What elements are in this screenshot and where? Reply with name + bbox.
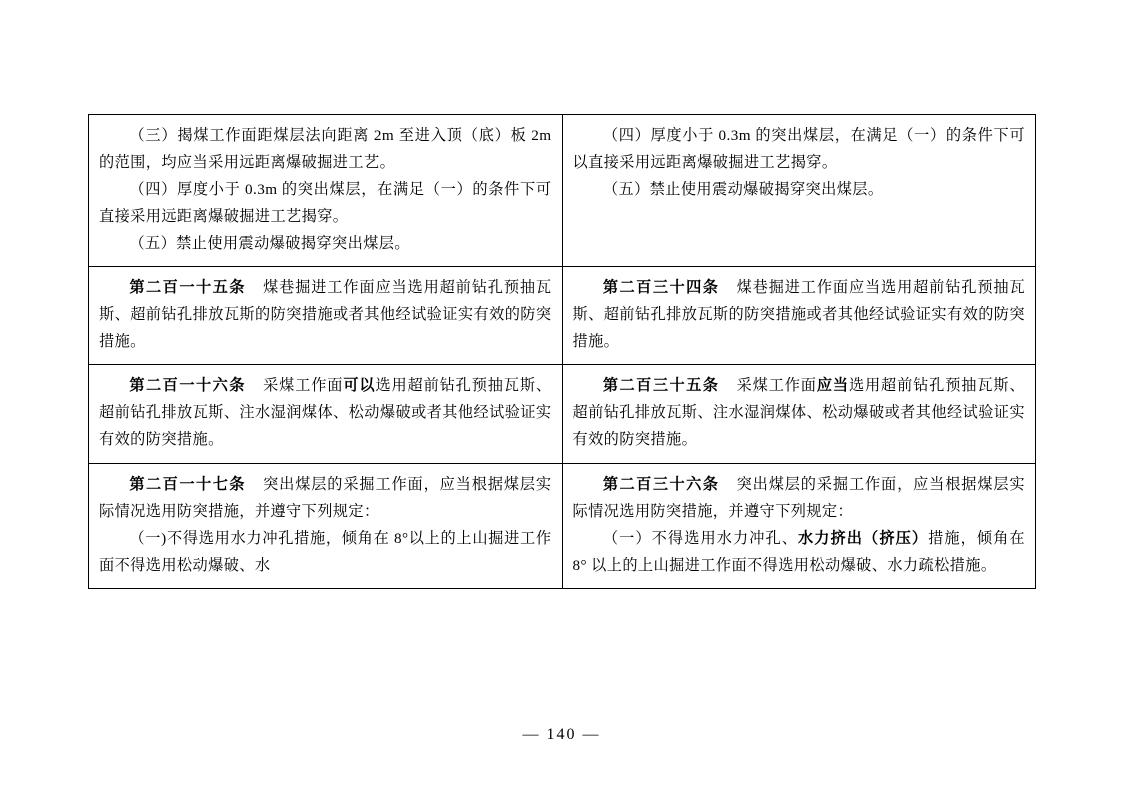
article-body: 突出煤层的采掘工作面，应当根据煤层实际情况选用防突措施，并遵守下列规定： bbox=[572, 475, 1026, 520]
paragraph bbox=[573, 372, 1026, 453]
list-item-part1: （一）不得选用水力冲孔、 bbox=[602, 529, 799, 547]
article-body-part2: 选用超前钻孔预抽瓦斯、超前钻孔排放瓦斯、注水湿润煤体、松动爆破或者其他经试验证实有效的防突措施。 bbox=[572, 377, 1025, 449]
table-cell-right bbox=[562, 463, 1036, 588]
article-body: 突出煤层的采掘工作面，应当根据煤层实际情况选用防突措施，并遵守下列规定： bbox=[99, 475, 552, 520]
table-cell-left bbox=[89, 115, 563, 267]
article-title: 第二百三十五条 bbox=[602, 377, 720, 395]
article-body-part2: 选用超前钻孔预抽瓦斯、超前钻孔排放瓦斯、注水湿润煤体、松动爆破或者其他经试验证实有效的防突措施。 bbox=[99, 377, 552, 449]
table-row bbox=[89, 267, 1036, 365]
emphasis-text: 应当 bbox=[816, 377, 849, 395]
page-number: — 140 — bbox=[522, 726, 601, 743]
paragraph: （四）厚度小于 0.3m 的突出煤层，在满足（一）的条件下可以直接采用远距离爆破掘进工艺揭穿。 bbox=[572, 127, 1025, 172]
table-row bbox=[89, 365, 1036, 463]
table-cell-left bbox=[89, 267, 563, 365]
emphasis-text: 可以 bbox=[343, 377, 376, 395]
paragraph bbox=[99, 471, 552, 525]
table-row bbox=[89, 463, 1036, 588]
table-cell-right bbox=[562, 365, 1036, 463]
article-title: 第二百一十六条 bbox=[129, 377, 246, 395]
list-item: （一)不得选用水力冲孔措施，倾角在 8°以上的上山掘进工作面不得选用松动爆破、水 bbox=[99, 529, 552, 574]
paragraph bbox=[99, 372, 552, 453]
table-cell-right bbox=[562, 115, 1036, 267]
paragraph: （五）禁止使用震动爆破揭穿突出煤层。 bbox=[129, 235, 410, 253]
article-title: 第二百三十六条 bbox=[602, 475, 720, 493]
article-title: 第二百三十四条 bbox=[602, 279, 720, 297]
paragraph: （五）禁止使用震动爆破揭穿突出煤层。 bbox=[602, 181, 884, 199]
table-cell-left bbox=[89, 365, 563, 463]
list-item bbox=[573, 525, 1026, 579]
article-body: 煤巷掘进工作面应当选用超前钻孔预抽瓦斯、超前钻孔排放瓦斯的防突措施或者其他经试验证实有效的防突措施。 bbox=[99, 279, 552, 351]
table-cell-left bbox=[89, 463, 563, 588]
list-item-part2: 措施，倾角在 8° 以上的上山掘进工作面不得选用松动爆破、水力疏松措施。 bbox=[572, 529, 1025, 574]
table-cell-right bbox=[562, 267, 1036, 365]
comparison-table bbox=[88, 114, 1036, 589]
emphasis-text: 水力挤出（挤压） bbox=[798, 529, 929, 547]
paragraph bbox=[99, 274, 552, 355]
paragraph: （四）厚度小于 0.3m 的突出煤层，在满足（一）的条件下可直接采用远距离爆破掘进工艺揭穿。 bbox=[99, 181, 552, 226]
article-body-part1: 采煤工作面 bbox=[736, 377, 817, 395]
paragraph: （三）揭煤工作面距煤层法向距离 2m 至进入顶（底）板 2m 的范围，均应当采用远距离爆破掘进工艺。 bbox=[99, 127, 552, 172]
article-body: 煤巷掘进工作面应当选用超前钻孔预抽瓦斯、超前钻孔排放瓦斯的防突措施或者其他经试验证实有效的防突措施。 bbox=[572, 279, 1026, 351]
paragraph bbox=[573, 471, 1026, 525]
paragraph bbox=[573, 274, 1026, 355]
table-row bbox=[89, 115, 1036, 267]
article-title: 第二百一十七条 bbox=[129, 475, 246, 493]
article-title: 第二百一十五条 bbox=[129, 279, 246, 297]
article-body-part1: 采煤工作面 bbox=[262, 377, 344, 395]
